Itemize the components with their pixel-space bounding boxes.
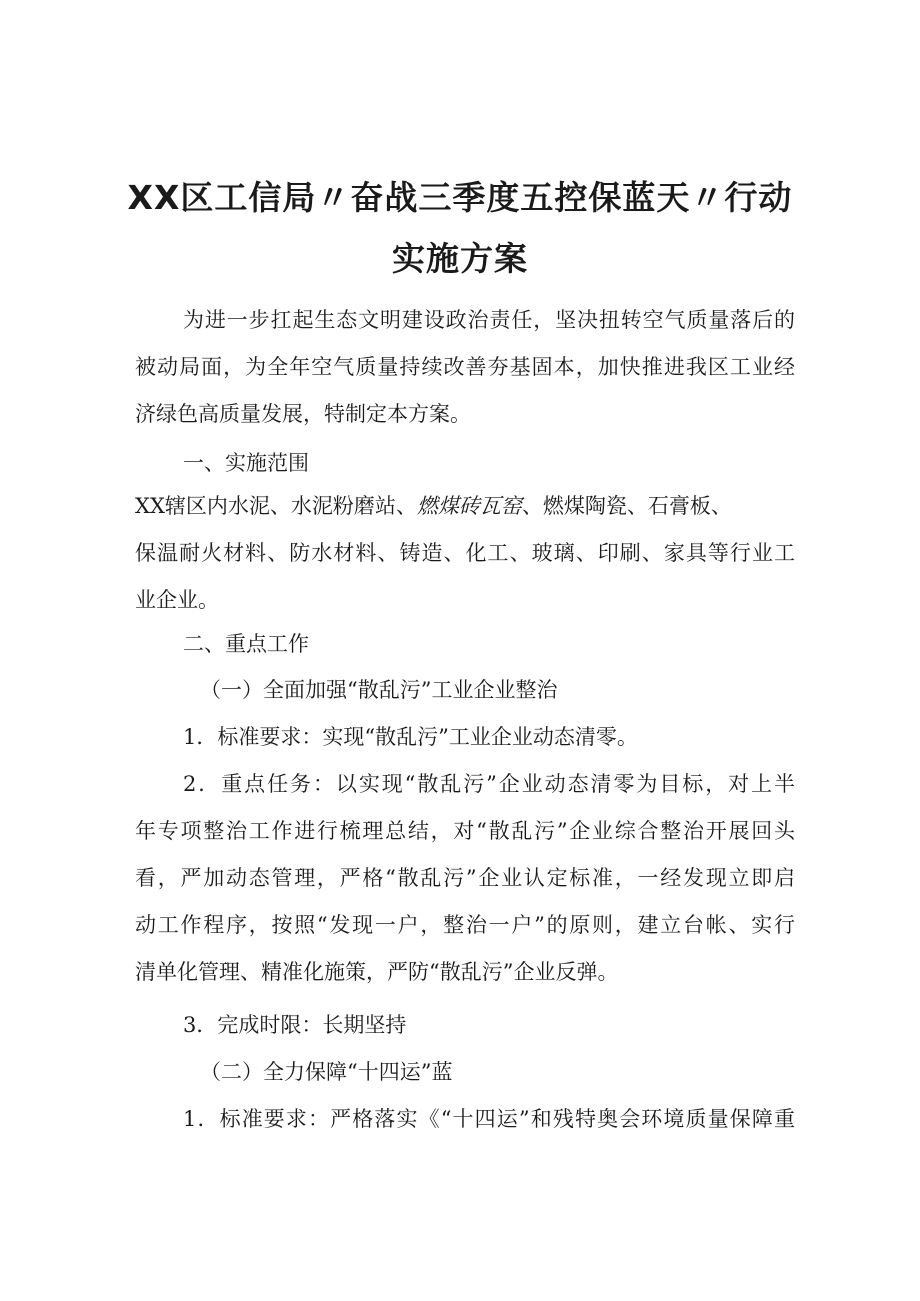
intro-line: 济绿色高质量发展，特制定本方案。 bbox=[135, 402, 471, 426]
section1-line: 保温耐火材料、防水材料、铸造、化工、玻璃、印刷、家具等行业工 bbox=[135, 541, 795, 565]
intro-line: 为进一步扛起生态文明建设政治责任，坚决扭转空气质量落后的 bbox=[183, 308, 795, 332]
sub1-item2-line: 清单化管理、精准化施策，严防“散乱污”企业反弹。 bbox=[135, 960, 619, 984]
document-title-line2: 实施方案 bbox=[392, 239, 528, 278]
sub1-item1: 1．标准要求：实现“散乱污”工业企业动态清零。 bbox=[183, 725, 638, 749]
intro-line: 被动局面，为全年空气质量持续改善夯基固本，加快推进我区工业经 bbox=[135, 355, 795, 379]
sub1-item3: 3．完成时限：长期坚持 bbox=[183, 1013, 407, 1037]
section1-text: XX辖区内水泥、水泥粉磨站、 bbox=[135, 494, 417, 518]
section2-heading: 二、重点工作 bbox=[183, 632, 309, 656]
section1-heading: 一、实施范围 bbox=[183, 451, 309, 475]
sub1-item2-line: 看，严加动态管理，严格“散乱污”企业认定标准，一经发现立即启 bbox=[135, 866, 795, 890]
section1-line: 业企业。 bbox=[135, 588, 219, 612]
section1-line bbox=[135, 491, 795, 521]
sub2-item1: 1．标准要求：严格落实《“十四运”和残特奥会环境质量保障重 bbox=[183, 1107, 795, 1131]
sub2-heading: （二）全力保障“十四运”蓝 bbox=[200, 1060, 453, 1084]
sub1-item2-line: 动工作程序，按照“发现一户，整治一户”的原则，建立台帐、实行 bbox=[135, 913, 795, 937]
section1-text: 、燃煤陶瓷、石膏板、 bbox=[521, 494, 732, 518]
sub1-item2-line: 年专项整治工作进行梳理总结，对“散乱污”企业综合整治开展回头 bbox=[135, 819, 795, 843]
section1-italic-text: 燃煤砖瓦窑 bbox=[416, 494, 522, 518]
sub1-item2-line: 2．重点任务：以实现“散乱污”企业动态清零为目标，对上半 bbox=[183, 772, 795, 796]
sub1-heading: （一）全面加强“散乱污”工业企业整治 bbox=[200, 678, 558, 702]
document-title-line1: XX区工信局〃奋战三季度五控保蓝天〃行动 bbox=[127, 178, 793, 217]
